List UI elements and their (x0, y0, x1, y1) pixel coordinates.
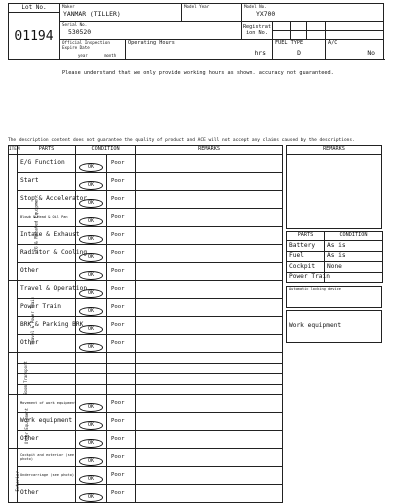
ok-circle: OK (79, 253, 103, 262)
group-other-equipment (9, 395, 30, 449)
part-label: Other (18, 263, 76, 281)
part-label: Undercarriage (see photo) (18, 467, 76, 485)
notice-text: Please understand that we only provide working hours as shown. accuracy not guaranteed. (62, 70, 334, 76)
lot-number: 01194 (9, 13, 60, 60)
right-parts-header: PARTS (287, 232, 325, 241)
inspection-date (60, 50, 125, 58)
empty-cell (76, 374, 107, 385)
empty-cell (107, 374, 136, 385)
condition-value: Poor (107, 317, 136, 335)
fuel-label: FUEL TYPE (275, 40, 304, 46)
hours-label: Operating Hours (128, 40, 175, 46)
right-part: Fuel (287, 251, 325, 262)
right-condition: None (325, 262, 383, 273)
year-label: year (78, 53, 88, 59)
empty-cell (136, 374, 283, 385)
remarks-cell (136, 317, 283, 335)
ok-cell[interactable] (76, 317, 107, 335)
model-year-label: Model Year (184, 4, 210, 9)
remarks-cell (136, 245, 283, 263)
remarks-cell (136, 263, 283, 281)
right-condition: As is (325, 251, 383, 262)
item-header: ITEM (9, 146, 18, 155)
ok-cell[interactable] (76, 449, 107, 467)
right-condition: As is (325, 241, 383, 252)
condition-value: Poor (107, 155, 136, 173)
remarks-cell (136, 413, 283, 431)
part-label: Blowb & Head & Oil Pan (18, 209, 76, 227)
remarks-header: REMARKS (136, 146, 283, 155)
condition-value: Poor (107, 227, 136, 245)
ok-cell[interactable] (76, 335, 107, 353)
ok-cell[interactable] (76, 413, 107, 431)
part-label: Intake & Exhaust (18, 227, 76, 245)
group-boom (9, 353, 28, 395)
inspection-table (8, 145, 283, 503)
part-label: Power Train (18, 299, 76, 317)
condition-value: Poor (107, 191, 136, 209)
ok-cell[interactable] (76, 431, 107, 449)
month-label: month (104, 53, 117, 59)
ok-cell[interactable] (76, 485, 107, 503)
empty-cell (107, 353, 136, 364)
condition-value: Poor (107, 335, 136, 353)
lot-label: Lot No. (9, 4, 60, 13)
right-part: Power Train (287, 272, 325, 283)
remarks-cell (136, 395, 283, 413)
part-label: BRK & Parking BRK (18, 317, 76, 335)
maker-label: Maker (62, 4, 75, 9)
ok-circle: OK (79, 235, 103, 244)
part-label: Start (18, 173, 76, 191)
condition-value: Poor (107, 467, 136, 485)
maker-cell (60, 4, 182, 22)
parts-header: PARTS (18, 146, 76, 155)
condition-value: Poor (107, 299, 136, 317)
auto-lock-label: Automatic locking device (287, 287, 382, 308)
condition-value: Poor (107, 485, 136, 503)
empty-cell (136, 363, 283, 374)
registration-box (273, 31, 291, 40)
condition-value: Poor (107, 263, 136, 281)
ok-cell[interactable] (76, 281, 107, 299)
right-remarks-header: REMARKS (287, 146, 382, 155)
model-no-cell (242, 4, 384, 22)
ok-cell[interactable] (76, 209, 107, 227)
ac-cell (326, 40, 384, 60)
empty-cell (136, 353, 283, 364)
ac-value: No (367, 49, 376, 58)
ac-label: A/C (328, 40, 338, 46)
registration-box (291, 22, 307, 31)
ok-circle: OK (79, 457, 103, 466)
fuel-cell (273, 40, 326, 60)
right-remarks-table (286, 145, 382, 229)
part-label: Radiator & Cooling (18, 245, 76, 263)
registration-box (307, 31, 326, 40)
condition-value: Poor (107, 431, 136, 449)
registration-box (326, 22, 384, 31)
group-eg-label: EG & Related Equipment (34, 194, 40, 252)
part-label: Stop & Accelerator (18, 191, 76, 209)
condition-value: Poor (107, 413, 136, 431)
remarks-cell (136, 281, 283, 299)
remarks-cell (136, 467, 283, 485)
empty-cell (107, 384, 136, 395)
ok-circle: OK (79, 163, 103, 172)
part-label: Other (18, 431, 76, 449)
part-label: Other (18, 335, 76, 353)
remarks-cell (136, 209, 283, 227)
part-label: Travel & Operation (18, 281, 76, 299)
right-work-equipment-table (286, 310, 382, 343)
right-part: Cockpit (287, 262, 325, 273)
part-label: E/G Function (18, 155, 76, 173)
ok-cell[interactable] (76, 155, 107, 173)
ok-circle: OK (79, 475, 103, 484)
ok-circle: OK (79, 493, 103, 502)
model-no-label: Model No. (244, 4, 267, 9)
condition-header: CONDITION (76, 146, 136, 155)
part-label: Movement of work equipment (18, 395, 76, 413)
right-auto-lock-table (286, 286, 382, 308)
serial-cell (60, 22, 242, 40)
condition-value: Poor (107, 173, 136, 191)
remarks-cell (136, 485, 283, 503)
hours-cell (126, 40, 273, 60)
ok-cell[interactable] (76, 299, 107, 317)
lot-info-table (8, 3, 384, 60)
remarks-cell (136, 155, 283, 173)
right-parts-table (286, 231, 383, 283)
ok-circle: OK (79, 421, 103, 430)
hours-unit: hrs (254, 49, 266, 58)
part-label: Cockpit and exterior (see photo) (18, 449, 76, 467)
group-travel-label: Travel & Power Train (30, 296, 36, 345)
ok-cell[interactable] (76, 263, 107, 281)
ok-circle: OK (79, 289, 103, 298)
ok-cell[interactable] (76, 245, 107, 263)
ok-cell[interactable] (76, 467, 107, 485)
work-equipment-label: Work equipment (287, 311, 382, 343)
ok-circle: OK (79, 325, 103, 334)
empty-cell (136, 384, 283, 395)
ok-cell[interactable] (76, 227, 107, 245)
registration-box (291, 31, 307, 40)
remarks-cell (136, 449, 283, 467)
remarks-cell (136, 173, 283, 191)
inspection-label: Official Inspection Expire Date (62, 40, 110, 50)
ok-cell[interactable] (76, 395, 107, 413)
ok-cell[interactable] (76, 191, 107, 209)
condition-value: Poor (107, 245, 136, 263)
condition-value: Poor (107, 281, 136, 299)
right-condition-header: CONDITION (325, 232, 383, 241)
part-label: Other (18, 485, 76, 503)
ok-circle: OK (79, 199, 103, 208)
fuel-value: D (297, 49, 301, 58)
remarks-cell (136, 299, 283, 317)
empty-cell (76, 363, 107, 374)
group-exterior (9, 449, 22, 503)
ok-circle: OK (79, 181, 103, 190)
empty-cell (76, 353, 107, 364)
ok-circle: OK (79, 343, 103, 352)
serial-value: 530520 (68, 28, 92, 37)
remarks-cell (136, 191, 283, 209)
maker-value: YANMAR (TILLER) (63, 10, 121, 19)
model-year-cell (182, 4, 242, 22)
registration-box (307, 22, 326, 31)
remarks-cell (136, 335, 283, 353)
right-part: Battery (287, 241, 325, 252)
condition-value: Poor (107, 395, 136, 413)
registration-label: Registrat ion No. (242, 22, 273, 40)
ok-circle: OK (79, 217, 103, 226)
condition-value: Poor (107, 449, 136, 467)
part-label: Work equipment (18, 413, 76, 431)
disclaimer-text: The description content does not guarantee the quality of product and ACE will not accept any claims caused by the descriptions. (8, 138, 355, 143)
group-boom-label: Boom Transport (22, 360, 28, 395)
registration-box (273, 22, 291, 31)
right-condition (325, 272, 383, 283)
empty-cell (76, 384, 107, 395)
condition-value: Poor (107, 209, 136, 227)
ok-cell[interactable] (76, 173, 107, 191)
ok-circle: OK (79, 403, 103, 412)
model-no-value: YX700 (256, 10, 276, 19)
remarks-cell (136, 431, 283, 449)
registration-box (326, 31, 384, 40)
right-remarks-box (287, 155, 382, 229)
empty-cell (107, 363, 136, 374)
inspection-cell (60, 40, 126, 60)
ok-circle: OK (79, 439, 103, 448)
serial-label: Serial No. (62, 22, 88, 27)
group-exterior-label: Exterior (16, 470, 22, 491)
remarks-cell (136, 227, 283, 245)
ok-circle: OK (79, 307, 103, 316)
ok-circle: OK (79, 271, 103, 280)
group-other-equipment-label: Other Equipment (24, 407, 30, 444)
